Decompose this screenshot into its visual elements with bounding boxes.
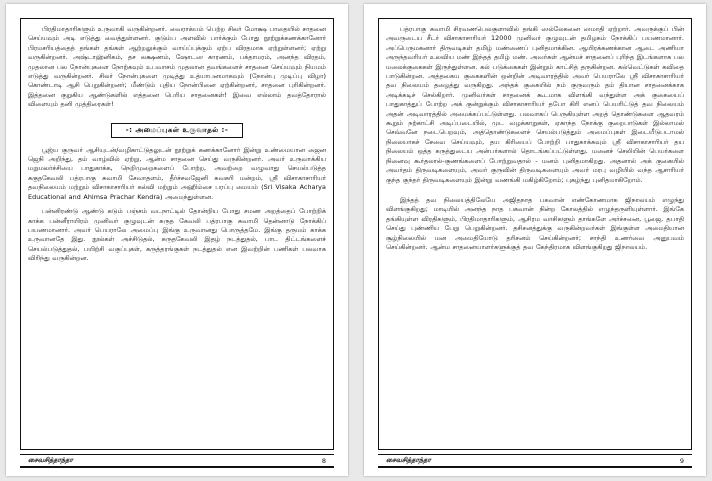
page-number: 9 [679, 456, 684, 465]
journal-name: சைவசித்தாந்தா [28, 456, 73, 464]
page-number: 8 [321, 456, 326, 465]
section-heading: -: அமைப்புகள் உருவாதல் :- [111, 123, 244, 138]
section-heading-wrap [28, 117, 326, 138]
journal-name: சைவசித்தாந்தா [386, 456, 431, 464]
left-paragraph-3: பன்னிரண்டு ஆண்டு கடும் பஞ்சம் வடநாட்டில் தோன்றிய போது சமண அறத்தைப் போற்றிக் காக்க பன்னீராயிரம் முனிவர் குழுவுடன் சுருத கேவலி பத்ரபாகு சுவாமி தென்னாடு நோக்கிப் பயணமானார். அவர் பெயராலே அமைப்பு இங்கு உருவானது பொருத்தமே. இங்கு தருமம் காக்க உருவானதே இது. நூல்கள் அச்சிடுதல், சுருதகேவலி இதழ் நடத்துதல், பாட திட்டங்களைச் செயல்படுத்துதல், பயிற்சி வகுப்புகள், கருத்தரங்குகள் நடத்துதல் என இவற்றின் பணிகள் பலவாக விரிந்து வருகின்றன. [28, 207, 326, 263]
right-footer [378, 454, 692, 468]
right-page [364, 4, 706, 476]
right-text-frame [378, 18, 692, 450]
left-footer [20, 454, 334, 468]
left-paragraph-1: பிரதிமாதாரிகளும் உருவாகி வருகின்றனர். வைராக்யம் பெற்ற சிலர் மோக்ஷ பாதையில் சாதனை செய்யவும் அடி எடுத்து வைத்துள்ளனர். குடும்ப அளவில் பார்க்கும் போது நூற்றுக்கணக்கானோர் பிரமசரியத்தைத் தங்கள் தங்கள் ஆற்றலுக்கும் வாய்ப்புக்கும் ஏற்ப விரதமாக ஏற்றுள்ளனர்; ஏற்று வருகின்றனர். அஷ்டாஹ்னிகம், தச லக்ஷணம், ஷோடஸ காரணம், பக்தாமரம், அனந்த விரதம், முதலான பல நோன்புகளை நோற்கவும் உபவாசம் முதலான தவங்களைச் சாதனை செய்யவும் நியமம் எடுத்து வருகின்றனர். சிலர் நோன்புகளை முடித்து உத்யாபனமாகவும் (நோன்பு முடிப்பு விழா) கொண்டாடி ஆசி பெறுகின்றனர்; மீண்டும் புதிய நோன்பினை ஏற்கின்றனர், சாதனை புரிகின்றனர். இத்தனை குறுகிய ஆண்டுகளில் எத்தனை பெரிய சாதனைகள்! இவை எல்லாம் தவத்தோரால் விளையும் தனி முத்திரைகள்! [28, 25, 326, 109]
left-paragraph-2: பூஜ்ய குருவர் ஆசியுடன்/வழிகாட்டுதலுடன் நூற்றுக் கணக்கானோர் இன்று உண்மையான ஜைன ஜெநி அறிந்து, தம் வாழ்வில் ஏற்று, ஆன்ம சாதனை செய்து வருகின்றனர். அவர் உருவாக்கிய மறுமலர்ச்சியை பாதுகாக்க, நெறிமுறைகளைப் போற்ற, அவற்றை வழுவாது செயல்படுத்த சுகுதகேவலி பத்ரபாகு சுவாமி சேவாதளம், தீர்ச்சவஜேனி சுவசுரி மன்றம், ஸ்ரீ விசாகாசாரியர் தவநிலையம் மற்றும் விசாகாசாரியர் கல்வி மற்றும் அஹிம்சை பரப்பு மையம் (Sri Visaka Acharya Educational and Ahimsa Prachar Kendra) அமைந்துள்ளன. [28, 145, 326, 201]
right-paragraph-2: இந்தத் தவ நிலையத்திலேயே அஜிதநாத பகவான் எண்கோணமாக ஜிநாலயம் எழுந்து விளங்குகிறது; மாடியில் அனந்த நாத பகவான் நின்ற கோலத்தில் எழுந்தருளியுள்ளார். இங்கே தங்கியுள்ள விரதிகளும், பிரதிமாதாரிகளும், ஆசிரம வாசிகளும் தாங்களே அர்ச்சனை, பூஜை, தபாதி செய்து புண்ணிய பேறு பெறுகின்றனர். தசிசனத்துக்கு வருகின்றவர்கள் இங்குள்ள அமைதியான சூழ்நிலையில் மன அமைதியோடு தரிசனம் செய்கின்றனர்; சாந்தி உணர்வை அனுபவம் செய்கின்றனர். ஆன்ம சாதனையாளர்களுக்குத் தவ கேந்திரமாக விளங்குகிறது ஜிநாலயம். [386, 195, 684, 251]
left-text-frame [20, 18, 334, 450]
left-page [6, 4, 348, 476]
right-paragraph-1: பத்ரபாகு சுவாமி சிரவணபெலகுளாவில் தங்கி ஸல்லேகனை ஸமாதி ஏற்றார். அவருக்குப் பின் அவருடைய சீடர் விசாகாசாரியர் 12000 முனிவர் குழுவுடன் தமிழகம் நோக்கிப் பயணமானார். அப்பெருமகனார் திருவடிகள் தமிழ் மண்ணைப் புனிதமாக்கின. ஆயிரக்கணக்கான ஆடை அணியா அருந்தவரியர் உலவிய மண் இந்தத் தமிழ் மண். அவர்கள் ஆன்மச் சாதனைப் புரிந்த இடங்களாக பல மலைக்குகைகள் இருந்துள்ளன. கல் படுக்கைகள் இன்றும் காட்சித் தருகின்றன. கல்வெட்டுகள் கவிதை பாடுகின்றன. அத்தகைய குகைகளின் ஒன்றின் அடிவாரத்தில் அவர் பெயராலே ஸ்ரீ விசாகாசாரியர் தவ நிலையம் தழைத்து வருகிறது. அந்தக் குகையில் நம் குருவரும் தம் தியான சாதனைக்காக அடிக்கடிச் செல்கிறார். முனிவர்கள் சாதனைக் கூடமாக விளங்கி வந்துள்ள அக் குகையைப் பாதுகாத்துப் போற்ற அக் குன்றுக்கும் விசாகாசாரியர் தபோ கிரி எனப் பெயரிட்டுத் தவ நிலையம் அதன் அடிவாரத்தில் அமைக்கப்பட்டுள்ளது. பலவாகப் பெருகியுள்ள அறத் தொண்டுகளை ஆதவரம் கூறும் நற்காட்சி அடிப்படையில், முட வழக்காறுகள், ஏகாந்த நோக்கு குறைபாடுகள் இல்லாமல் செவ்வனே நடைபெறவும், அத்தொண்டுகளைச் செயல்படுத்தும் அமைப்புகள் இடையீடுபடாமல் நிலையாகச் சேவை செய்யவும், தய கிரியைப் போற்றி பாதுகாக்கவும் ஸ்ரீ விசாகாசாரியர் தய நிலையம் ஒத்த கருத்துடைய அன்பர்களால் தொடங்கப்பட்டுள்ளது. மனைச் செலியின் பெயர்களை நினைவு கூர்தலால்-குணங்களைப் போற்றுவதால் - மனம் புனிதமாகிறது. அதனால் அக் குகையில் அவர்தம் திருவடிகளையும், அவர் குருவின் திருவடிகளையும் அவர் மரபு வழியில் வந்த ஆசாரியர் குந்த குந்தர் திருவடிகளையும் இன்று வணங்கி மகிழ்கிறோம்; புகழ்ந்து புனிதமாகிறோம். [386, 25, 684, 184]
